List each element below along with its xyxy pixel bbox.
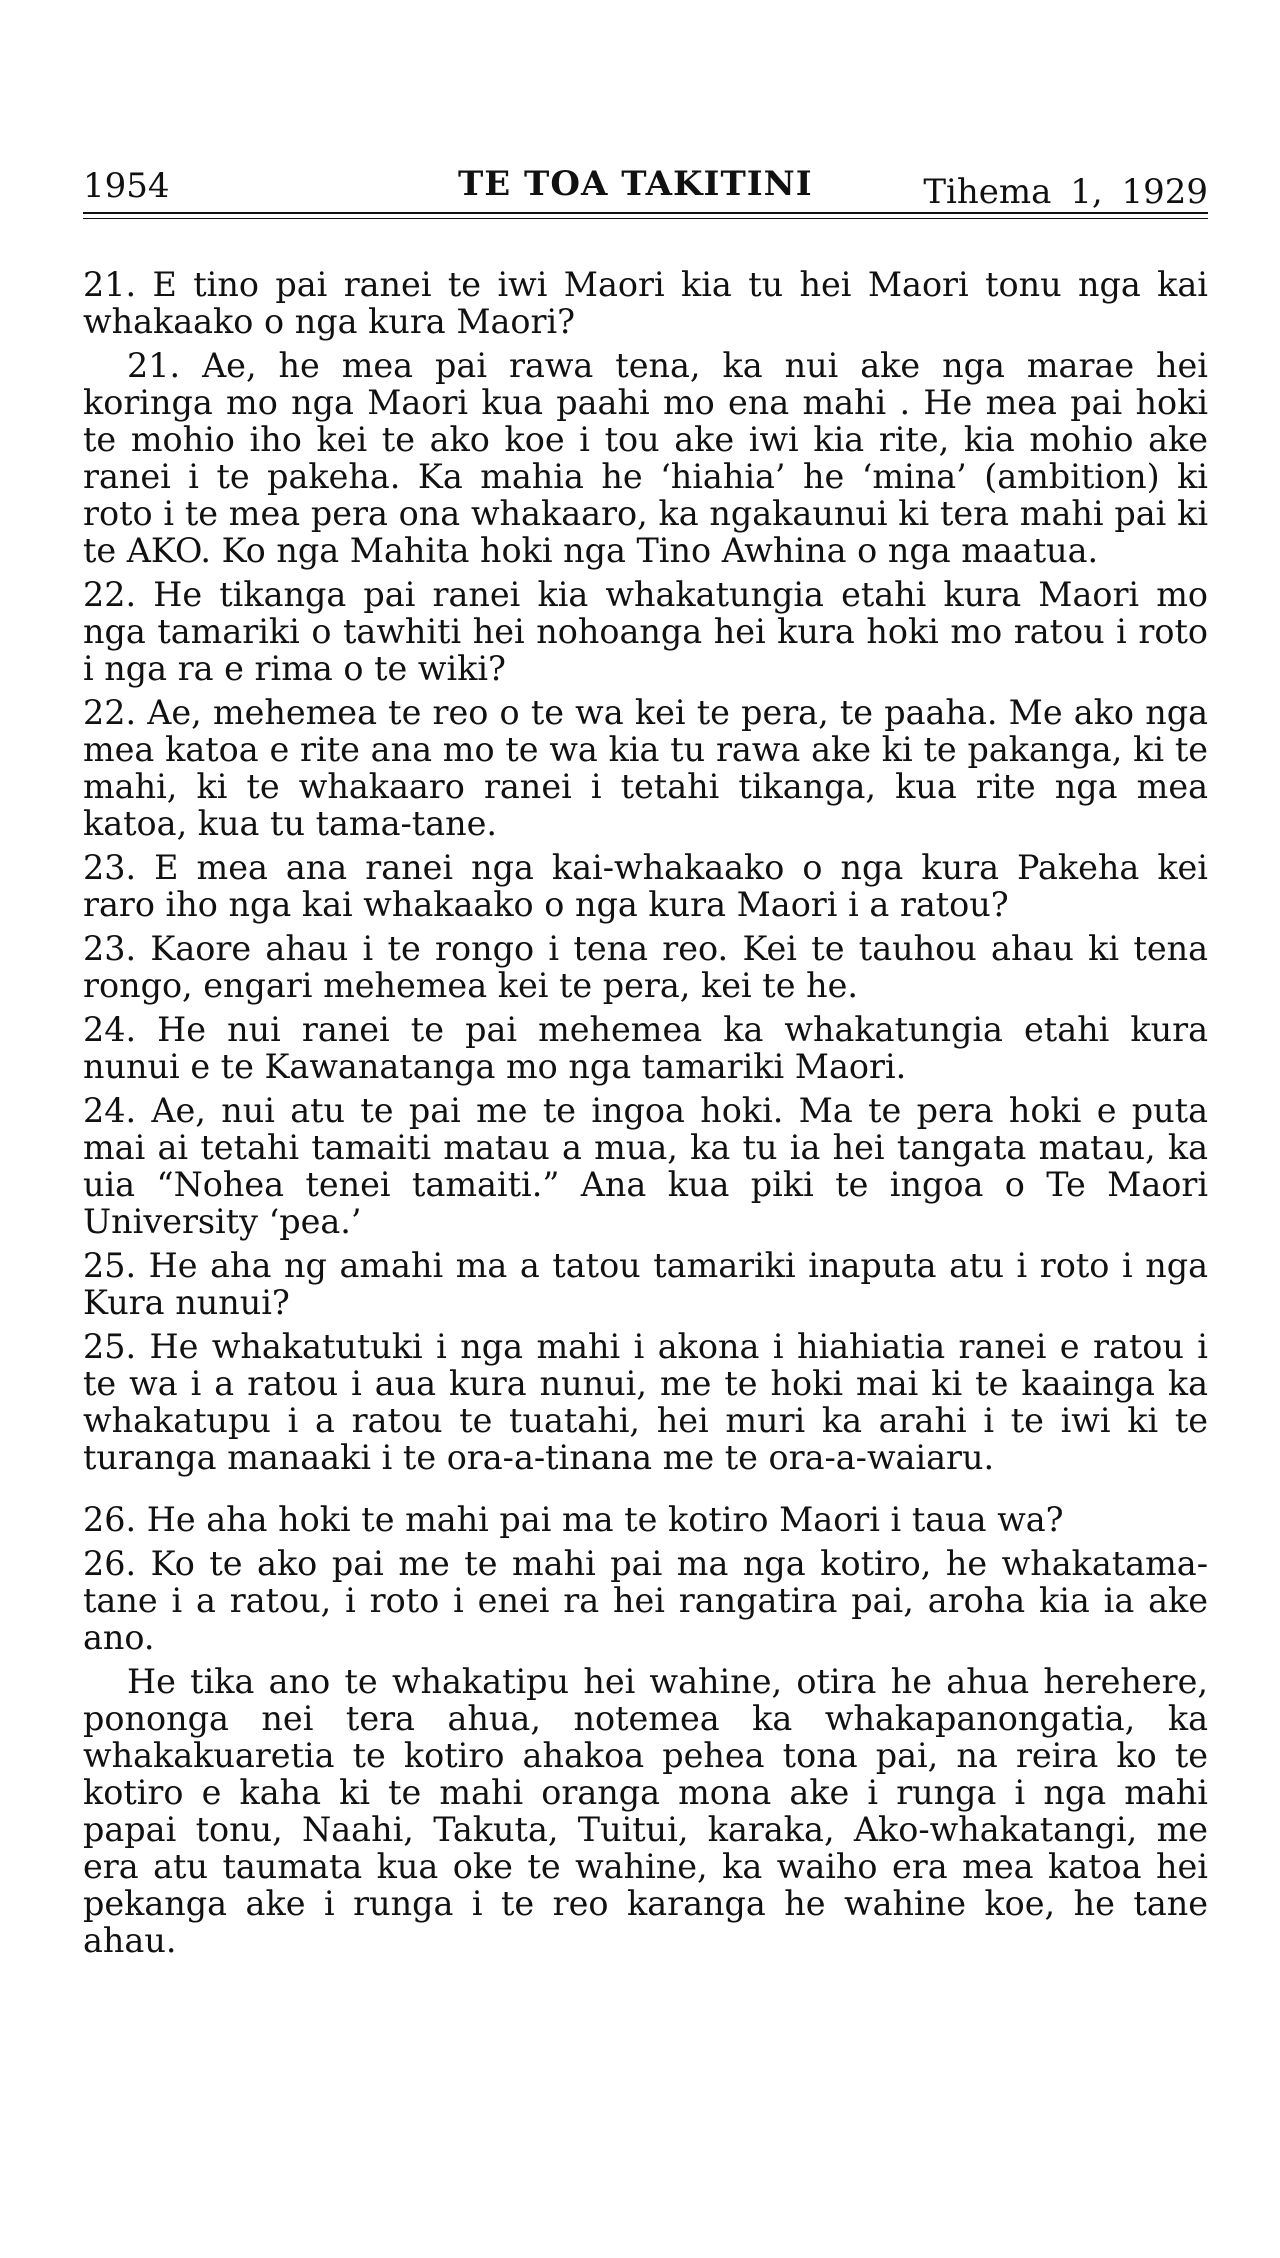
closing-paragraph: He tika ano te whakatipu hei wahine, otira he ahua herehere, pononga nei tera ahua, notemea ka whakapanongatia, ka whakakuaretia te kotiro ahakoa pehea tona pai, na reira ko te kotiro e kaha ki te mahi oranga mona ake i runga i nga mahi papai tonu, Naahi, Takuta, Tuitui, karaka, Ako-whakatangi, me era atu taumata kua oke te wahine, ka waiho era mea katoa hei pekanga ake i runga i te reo karanga he wahine koe, he tane ahau. bbox=[83, 1662, 1208, 1960]
article-body bbox=[83, 266, 1208, 1959]
question-24: 24. He nui ranei te pai mehemea ka whakatungia etahi kura nunui e te Kawanatanga mo nga tamariki Maori. bbox=[83, 1010, 1208, 1086]
answer-24: 24. Ae, nui atu te pai me te ingoa hoki. Ma te pera hoki e puta mai ai tetahi tamaiti matau a mua, ka tu ia hei tangata matau, ka uia “Nohea tenei tamaiti.” Ana kua piki te ingoa o Te Maori University ‘pea.’ bbox=[83, 1091, 1208, 1241]
question-21: 21. E tino pai ranei te iwi Maori kia tu hei Maori tonu nga kai whakaako o nga kura Maori? bbox=[83, 265, 1208, 341]
header-rule-thin bbox=[83, 218, 1208, 219]
question-23: 23. E mea ana ranei nga kai-whakaako o nga kura Pakeha kei raro iho nga kai whakaako o nga kura Maori i a ratou? bbox=[83, 848, 1208, 924]
page-header bbox=[83, 160, 1208, 214]
question-26: 26. He aha hoki te mahi pai ma te kotiro Maori i taua wa? bbox=[83, 1500, 1064, 1539]
page-number: 1954 bbox=[83, 166, 170, 206]
header-rule-thick bbox=[83, 212, 1208, 214]
question-22: 22. He tikanga pai ranei kia whakatungia etahi kura Maori mo nga tamariki o tawhiti hei nohoanga hei kura hoki mo ratou i roto i nga ra e rima o te wiki? bbox=[83, 575, 1208, 688]
answer-22: 22. Ae, mehemea te reo o te wa kei te pera, te paaha. Me ako nga mea katoa e rite ana mo te wa kia tu rawa ake ki te pakanga, ki te mahi, ki te whakaaro ranei i tetahi tikanga, kua rite nga mea katoa, kua tu tama-tane. bbox=[83, 693, 1208, 843]
publication-title: TE TOA TAKITINI bbox=[458, 164, 813, 204]
page bbox=[83, 160, 1208, 1966]
answer-26: 26. Ko te ako pai me te mahi pai ma nga kotiro, he whakatama-tane i a ratou, i roto i enei ra hei rangatira pai, aroha kia ia ake ano. bbox=[83, 1544, 1208, 1657]
answer-21: 21. Ae, he mea pai rawa tena, ka nui ake nga marae hei koringa mo nga Maori kua paahi mo ena mahi . He mea pai hoki te mohio iho kei te ako koe i tou ake iwi kia rite, kia mohio ake ranei i te pakeha. Ka mahia he ‘hiahia’ he ‘mina’ (ambition) ki roto i te mea pera ona whakaaro, ka ngakaunui ki tera mahi pai ki te AKO. Ko nga Mahita hoki nga Tino Awhina o nga maatua. bbox=[83, 346, 1208, 570]
answer-25: 25. He whakatutuki i nga mahi i akona i hiahiatia ranei e ratou i te wa i a ratou i aua kura nunui, me te hoki mai ki te kaainga ka whakatupu i a ratou te tuatahi, hei muri ka arahi i te iwi ki te turanga manaaki i te ora-a-tinana me te ora-a-waiaru. bbox=[83, 1327, 1208, 1477]
question-25: 25. He aha ng amahi ma a tatou tamariki inaputa atu i roto i nga Kura nunui? bbox=[83, 1246, 1208, 1322]
issue-date: Tihema 1, 1929 bbox=[923, 172, 1208, 212]
answer-23: 23. Kaore ahau i te rongo i tena reo. Kei te tauhou ahau ki tena rongo, engari mehemea kei te pera, kei te he. bbox=[83, 929, 1208, 1005]
